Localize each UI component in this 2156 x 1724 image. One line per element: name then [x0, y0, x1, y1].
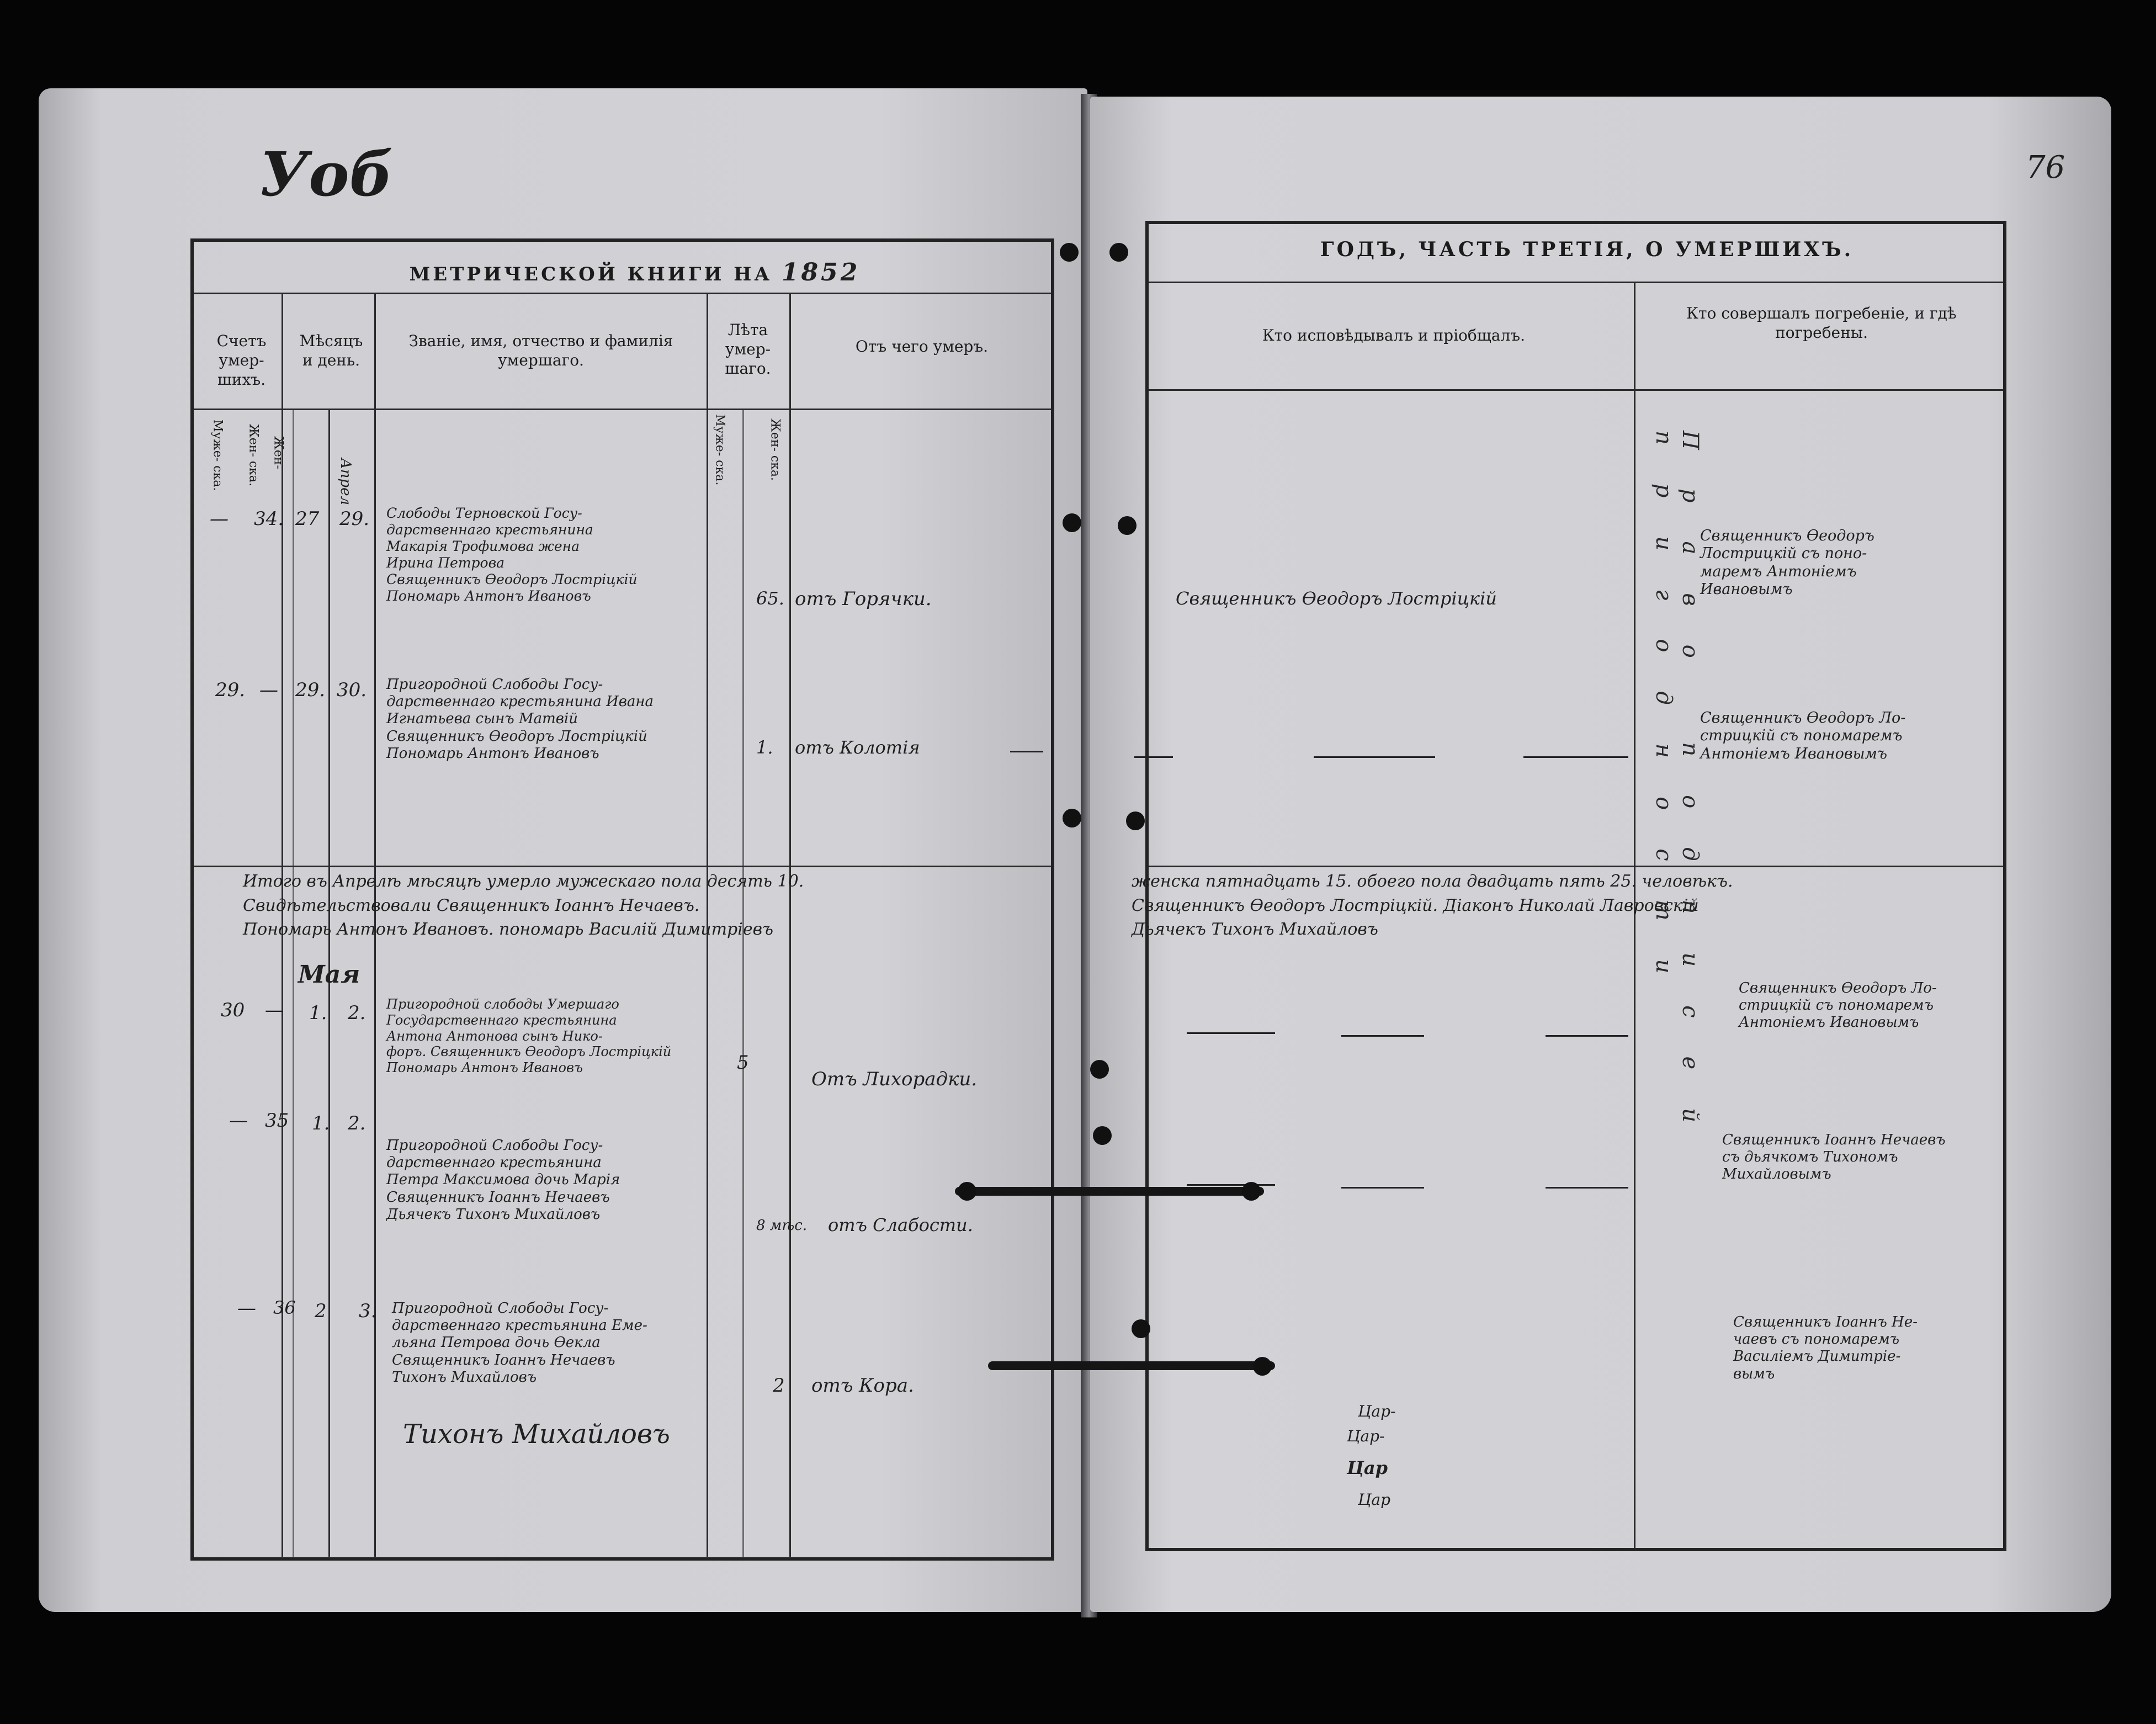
sub-count-female: Жен- ска.: [246, 424, 261, 487]
binding-thread: [988, 1361, 1275, 1370]
entry-2-cause: отъ Колотія: [795, 737, 920, 758]
entry-2-burial: Священникъ Ѳеодоръ Ло- стрицкій съ пономаремъ Антоніемъ Ивановымъ: [1700, 709, 1906, 762]
sub-month-april: Апрел: [337, 458, 354, 506]
entry-5-day-death: 2: [315, 1300, 327, 1322]
col-burial-header: Кто совершалъ погребеніе, и гдѣ погребены.: [1686, 304, 1957, 342]
binding-hole: [1118, 516, 1137, 535]
binding-hole: [1063, 513, 1081, 532]
col-month-header: Мѣсяцъ и день.: [299, 332, 363, 369]
signature-3: Цар: [1347, 1457, 1388, 1478]
entry-3-day-death: 1.: [309, 1002, 327, 1024]
summary-right: женска пятнадцать 15. обоего пола двадцать пять 25. человѣкъ. Священникъ Ѳеодоръ Лостріцкій. Діаконъ Николай Лавровскій Дьячекъ Тихонъ Михайловъ: [1132, 872, 1733, 939]
entry-2-age: 1.: [756, 737, 773, 758]
entry-2-day-death: 29.: [295, 679, 326, 701]
entry-5-female: 36: [273, 1297, 296, 1318]
entry-4-name: Пригородной Слободы Госу- дарственнаго крестьянина Петра Максимова дочь Марія Священникъ Іоаннъ Нечаевъ Дьячекъ Тихонъ Михайловъ: [386, 1137, 620, 1223]
entry-1-age: 65.: [756, 588, 784, 609]
entry-1-cause: отъ Горячки.: [795, 588, 932, 610]
entry-4-male: —: [229, 1110, 248, 1132]
entry-1-male: —: [210, 508, 229, 530]
binding-hole: [1109, 243, 1128, 262]
signature-2: Цар-: [1347, 1427, 1385, 1445]
entry-4-day-burial: 2.: [348, 1112, 366, 1134]
col-count-header: Счетъ умер- шихъ.: [216, 332, 267, 389]
entry-3-male: 30: [221, 999, 245, 1021]
entry-3-age: 5: [737, 1052, 749, 1074]
sub-month-female: Жен-: [271, 436, 285, 469]
entry-3-day-burial: 2.: [348, 1002, 366, 1024]
vertical-note: Право подписей пригодности: [1651, 431, 1703, 1161]
entry-5-age: 2: [773, 1375, 785, 1397]
entry-2-name: Пригородной Слободы Госу- дарственнаго крестьянина Ивана Игнатьева сынъ Матвій Священникъ Ѳеодоръ Лостріцкій Пономарь Антонъ Ивановъ: [386, 676, 654, 762]
entry-3-cause: Отъ Лихорадки.: [811, 1068, 978, 1090]
binding-hole: [1126, 811, 1145, 830]
entry-4-day-death: 1.: [312, 1112, 330, 1134]
entry-1-female: 34.: [254, 508, 284, 530]
entry-1-day-burial: 29.: [339, 508, 370, 530]
month-may-label: Мая: [298, 961, 360, 989]
sub-age-male: Муже- ска.: [713, 414, 727, 486]
entry-1-name: Слободы Терновской Госу- дарственнаго крестьянина Макарія Трофимова жена Ирина Петрова Священникъ Ѳеодоръ Лостріцкій Пономарь Антонъ Ивановъ: [386, 505, 638, 604]
entry-4-cause: отъ Слабости.: [828, 1214, 973, 1235]
binding-hole: [958, 1182, 976, 1201]
binding-hole: [1060, 243, 1079, 262]
binding-hole: [1242, 1182, 1261, 1201]
archive-mark-left: Уоб: [259, 139, 394, 210]
sub-count-male: Муже- ска.: [210, 420, 225, 491]
entry-4-female: 35: [265, 1110, 289, 1132]
entry-5-male: —: [237, 1297, 256, 1319]
entry-3-female: —: [265, 999, 284, 1021]
entry-5-name: Пригородной Слободы Госу- дарственнаго крестьянина Еме- льяна Петрова дочь Ѳекла Священникъ Іоаннъ Нечаевъ Тихонъ Михайловъ: [392, 1300, 647, 1386]
binding-thread: [955, 1187, 1264, 1196]
entry-4-age: 8 мѣс.: [756, 1217, 808, 1234]
page-number: 76: [2026, 150, 2065, 185]
header-right: ГОДЪ, ЧАСТЬ ТРЕТІЯ, О УМЕРШИХЪ.: [1320, 238, 1854, 261]
col-name-header: Званіе, имя, отчество и фамилія умершаго.: [408, 332, 673, 369]
entry-2-day-burial: 30.: [337, 679, 367, 701]
binding-hole: [1090, 1060, 1109, 1079]
col-confessor-header: Кто исповѣдывалъ и пріобщалъ.: [1262, 326, 1525, 344]
entry-3-name: Пригородной слободы Умершаго Государственнаго крестьянина Антона Антонова сынъ Нико- форъ. Священникъ Ѳеодоръ Лостріцкій Пономарь Антонъ Ивановъ: [386, 996, 672, 1076]
col-age-header: Лѣта умер- шаго.: [725, 321, 771, 378]
binding-hole: [1132, 1319, 1150, 1338]
header-left: МЕТРИЧЕСКОЙ КНИГИ НА 1852: [409, 258, 861, 287]
entry-2-female: —: [259, 679, 278, 701]
summary-left: Итого въ Апрелѣ мѣсяцѣ умерло мужескаго пола десять 10. Свидѣтельствовали Священникъ Іоаннъ Нечаевъ. Пономарь Антонъ Ивановъ. пономарь Василій Димитріевъ: [243, 872, 804, 939]
signature-4: Цар: [1358, 1490, 1391, 1509]
entry-3-burial: Священникъ Ѳеодоръ Ло- стрицкій съ пономаремъ Антоніемъ Ивановымъ: [1739, 980, 1937, 1031]
entry-1-day-death: 27: [295, 508, 320, 530]
entry-5-burial: Священникъ Іоаннъ Не- чаевъ съ пономаремъ Василіемъ Димитріе- вымъ: [1733, 1314, 1918, 1382]
col-cause-header: Отъ чего умеръ.: [855, 337, 989, 356]
binding-hole: [1063, 809, 1081, 827]
entry-5-cause: отъ Кора.: [811, 1375, 914, 1397]
footer-left-signature: Тихонъ Михайловъ: [403, 1419, 670, 1450]
entry-2-male: 29.: [215, 679, 246, 701]
entry-4-burial: Священникъ Іоаннъ Нечаевъ съ дьячкомъ Тихономъ Михайловымъ: [1722, 1132, 1946, 1183]
binding-hole: [1093, 1126, 1112, 1145]
entry-1-confessor: Священникъ Ѳеодоръ Лостріцкій: [1176, 588, 1497, 609]
entry-1-burial: Священникъ Ѳеодоръ Лострицкій съ поно- маремъ Антоніемъ Ивановымъ: [1700, 527, 1874, 598]
entry-5-day-burial: 3.: [359, 1300, 377, 1322]
binding-hole: [1253, 1357, 1272, 1376]
signature-1: Цар-: [1358, 1402, 1396, 1420]
sub-age-female: Жен- ска.: [768, 418, 782, 481]
